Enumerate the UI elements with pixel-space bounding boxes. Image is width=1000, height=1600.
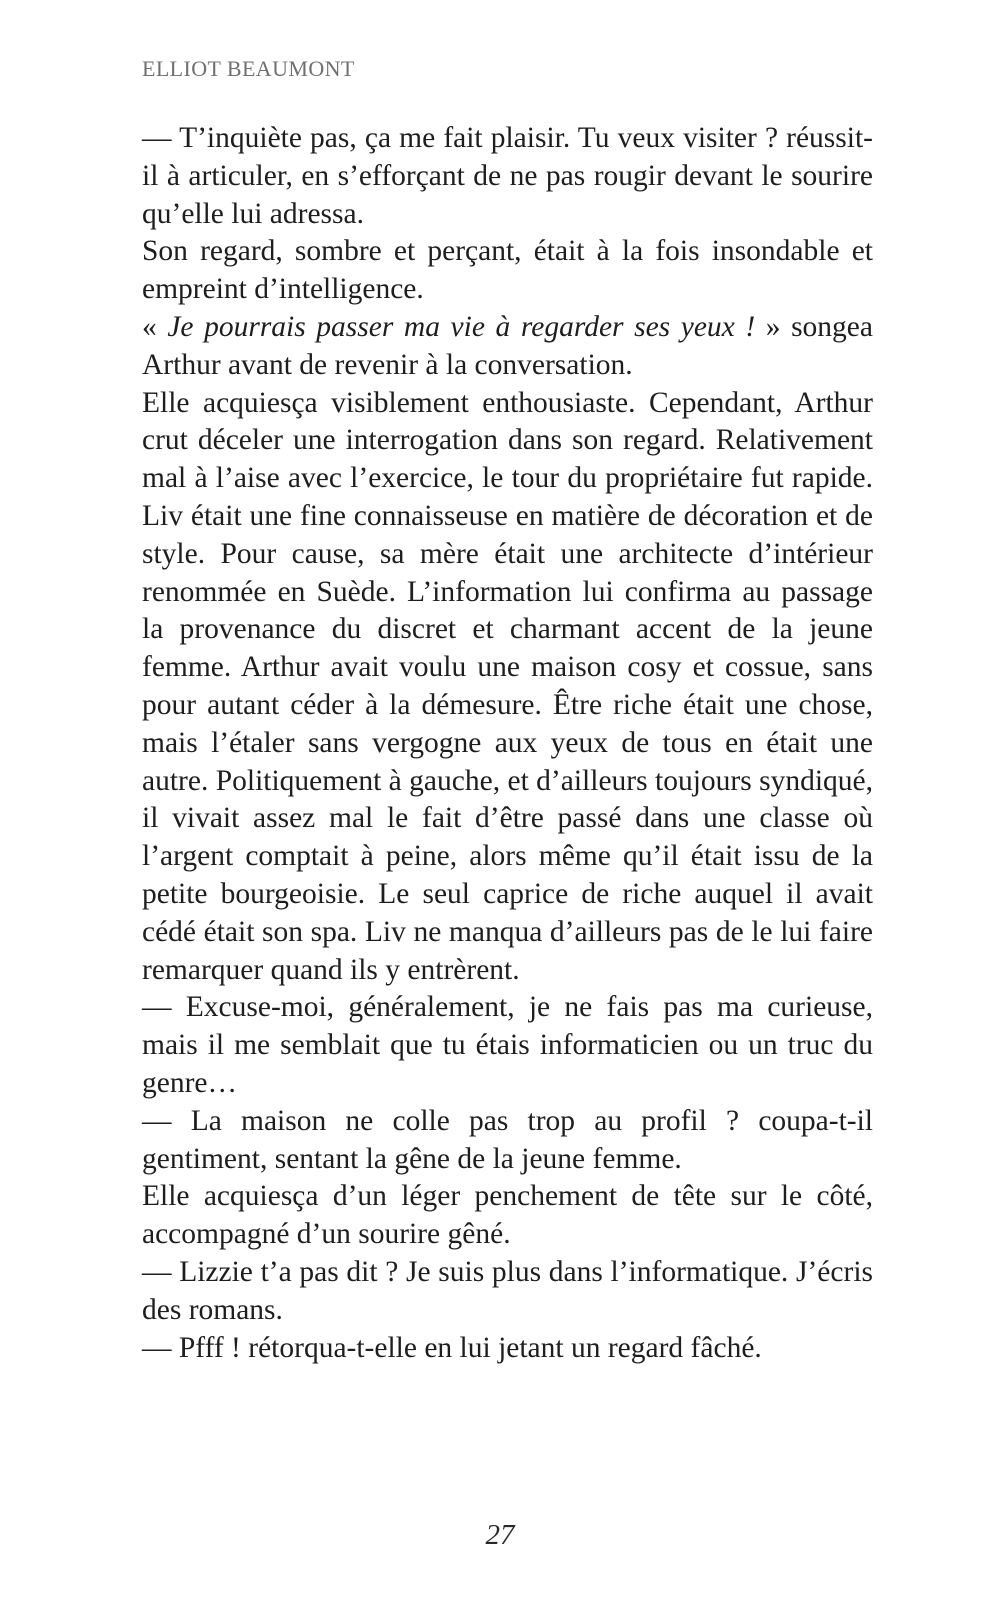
running-head-author: ELLIOT BEAUMONT xyxy=(142,56,355,81)
paragraph-thought xyxy=(142,309,873,385)
paragraph: Elle acquiesça d’un léger penchement de tête sur le côté, accompagné d’un sourire gêné. xyxy=(142,1180,873,1251)
body-text xyxy=(142,120,873,1367)
paragraph: Son regard, sombre et perçant, était à la fois insondable et empreint d’intelligence. xyxy=(142,235,873,306)
paragraph: — Pfff ! rétorqua-t-elle en lui jetant un regard fâché. xyxy=(142,1331,762,1364)
quote-open: « xyxy=(142,310,168,343)
paragraph: — Lizzie t’a pas dit ? Je suis plus dans l’informatique. J’écris des romans. xyxy=(142,1255,873,1326)
paragraph: — La maison ne colle pas trop au profil ? coupa-t-il gentiment, sentant la gêne de la jeune femme. xyxy=(142,1104,873,1175)
paragraph: — T’inquiète pas, ça me fait plaisir. Tu veux visiter ? réussit-il à articuler, en s’efforçant de ne pas rougir devant le sourire qu’elle lui adressa. xyxy=(142,122,873,230)
page-number: 27 xyxy=(485,1519,515,1551)
italic-thought: Je pourrais passer ma vie à regarder ses yeux ! xyxy=(167,310,756,343)
quote-close: » songea Arthur avant de revenir à la conversation. xyxy=(142,310,873,381)
paragraph: Elle acquiesça visiblement enthousiaste. Cependant, Arthur crut déceler une interrogation dans son regard. Relativement mal à l’aise avec l’exercice, le tour du propriétaire fut rapide. Liv était une fine connaisseuse en matière de décoration et de style. Pour cause, sa mère était une architecte d’intérieur renommée en Suède. L’information lui confirma au passage la provenance du discret et charmant accent de la jeune femme. Arthur avait voulu une maison cosy et cossue, sans pour autant céder à la démesure. Être riche était une chose, mais l’étaler sans vergogne aux yeux de tous en était une autre. Politiquement à gauche, et d’ailleurs toujours syndiqué, il vivait assez mal le fait d’être passé dans une classe où l’argent comptait à peine, alors même qu’il était issu de la petite bourgeoisie. Le seul caprice de riche auquel il avait cédé était son spa. Liv ne manqua d’ailleurs pas de le lui faire remarquer quand ils y entrèrent. xyxy=(142,386,873,986)
paragraph: — Excuse-moi, généralement, je ne fais pas ma curieuse, mais il me semblait que tu étais informaticien ou un truc du genre… xyxy=(142,991,873,1099)
